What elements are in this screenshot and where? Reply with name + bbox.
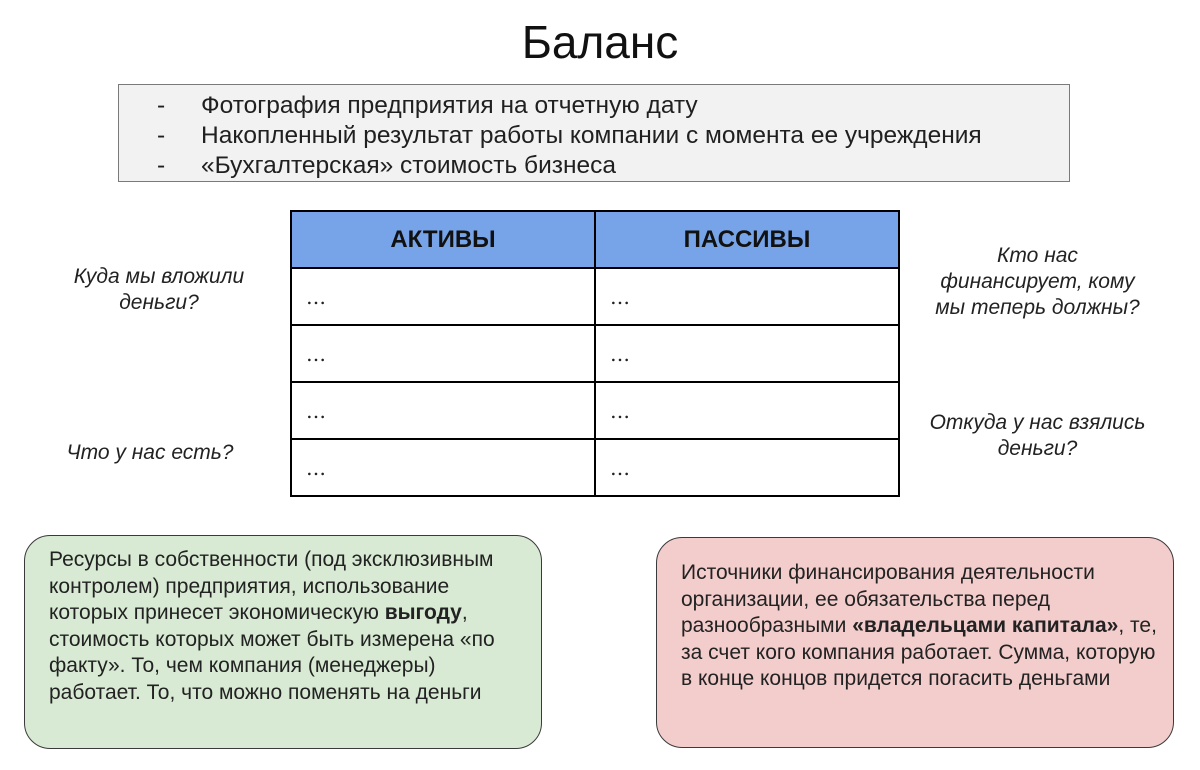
question-line: Что у нас есть? xyxy=(66,441,234,464)
table-row xyxy=(291,439,899,496)
bullet-dash: - xyxy=(157,122,166,149)
assets-header: АКТИВЫ xyxy=(291,211,595,268)
question-where-money-from xyxy=(910,410,1165,462)
question-line: мы теперь должны? xyxy=(935,296,1140,319)
assets-cell: … xyxy=(291,382,595,439)
liabilities-text: Источники финансирования деятельности организации, ее обязательства перед разнообразными xyxy=(681,561,1095,637)
question-who-finances xyxy=(910,243,1165,321)
bullet-dash: - xyxy=(157,92,166,119)
definition-list xyxy=(119,91,1069,181)
assets-cell: … xyxy=(291,325,595,382)
definition-text: Фотография предприятия на отчетную дату xyxy=(201,92,698,119)
definition-text: Накопленный результат работы компании с момента ее учреждения xyxy=(201,122,982,149)
assets-cell: … xyxy=(291,439,595,496)
liabilities-definition-box xyxy=(656,537,1174,748)
table-header-row xyxy=(291,211,899,268)
question-line: деньги? xyxy=(997,437,1078,460)
assets-cell: … xyxy=(291,268,595,325)
liabilities-cell: … xyxy=(595,382,899,439)
assets-text: Ресурсы в собственности (под эксклюзивным контролем) предприятия, использование которых принесет экономическую xyxy=(49,548,494,624)
liabilities-bold-text: «владельцами капитала» xyxy=(852,614,1119,637)
table-row xyxy=(291,382,899,439)
liabilities-cell: … xyxy=(595,439,899,496)
liabilities-text-end: , те, за счет кого компания работает. Сумма, которую в конце концов придется погасить деньгами xyxy=(681,614,1157,690)
definition-item xyxy=(119,121,1069,151)
definition-box xyxy=(118,84,1070,182)
assets-definition-box xyxy=(24,535,542,749)
definition-text: «Бухгалтерская» стоимость бизнеса xyxy=(201,152,617,179)
question-what-we-have xyxy=(40,440,260,466)
question-line: Кто нас xyxy=(997,244,1078,267)
question-line: деньги? xyxy=(119,291,199,314)
slide-title: Баланс xyxy=(521,16,679,68)
liabilities-cell: … xyxy=(595,325,899,382)
liabilities-cell: … xyxy=(595,268,899,325)
assets-bold-text: выгоду xyxy=(384,601,462,624)
bullet-dash: - xyxy=(157,152,166,179)
liabilities-header: ПАССИВЫ xyxy=(595,211,899,268)
question-line: финансирует, кому xyxy=(940,270,1135,293)
table-row xyxy=(291,268,899,325)
balance-table xyxy=(290,210,900,497)
table-row xyxy=(291,325,899,382)
question-line: Откуда у нас взялись xyxy=(929,411,1146,434)
definition-item xyxy=(119,91,1069,121)
question-where-invested xyxy=(44,264,274,316)
question-line: Куда мы вложили xyxy=(73,265,245,288)
assets-text-end: , стоимость которых может быть измерена «по факту». То, чем компания (менеджеры) работает. То, что можно поменять на деньги xyxy=(49,601,495,704)
definition-item xyxy=(119,151,1069,181)
